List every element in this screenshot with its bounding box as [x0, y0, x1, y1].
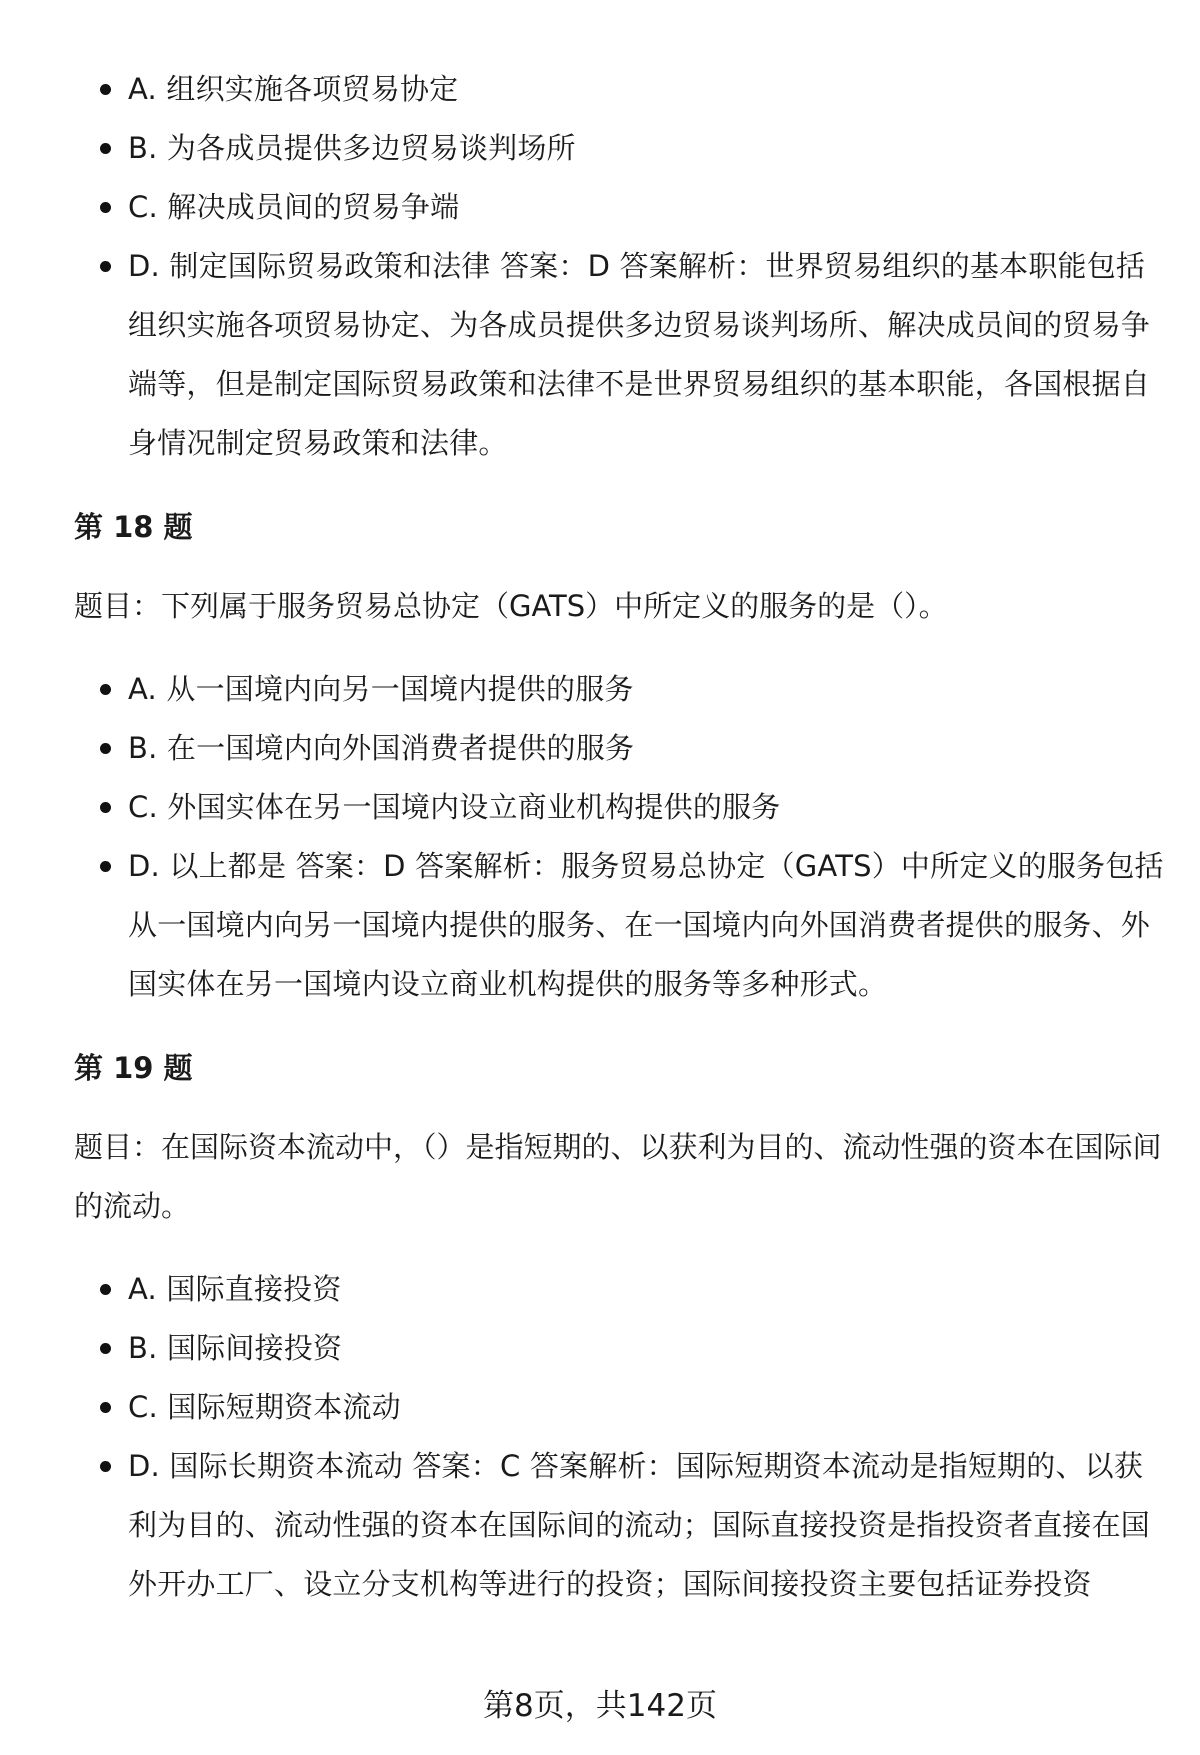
q17-option-d-answer: D. 制定国际贸易政策和法律 答案：D 答案解析：世界贸易组织的基本职能包括组织实施各项贸易协定、为各成员提供多边贸易谈判场所、解决成员间的贸易争端等，但是制定国际贸易政策和法律不是世界贸易组织的基本职能，各国根据自身情况制定贸易政策和法律。	[74, 237, 1164, 473]
page-number-footer: 第8页，共142页	[483, 1688, 717, 1724]
q19-stem: 题目：在国际资本流动中，（）是指短期的、以获利为目的、流动性强的资本在国际间的流动。	[74, 1130, 1162, 1223]
q19-options	[74, 1260, 1164, 1614]
q19-option-d-answer: D. 国际长期资本流动 答案：C 答案解析：国际短期资本流动是指短期的、以获利为目的、流动性强的资本在国际间的流动；国际直接投资是指投资者直接在国外开办工厂、设立分支机构等进行的投资；国际间接投资主要包括证券投资	[74, 1437, 1164, 1614]
document-page	[74, 60, 1164, 1614]
q17-option-a: A. 组织实施各项贸易协定	[74, 60, 1164, 119]
q18-option-c: C. 外国实体在另一国境内设立商业机构提供的服务	[74, 778, 1164, 837]
q17-option-c: C. 解决成员间的贸易争端	[74, 178, 1164, 237]
q18-options	[74, 660, 1164, 1014]
q18-stem: 题目：下列属于服务贸易总协定（GATS）中所定义的服务的是（）。	[74, 589, 948, 623]
q17-options	[74, 60, 1164, 473]
q19-option-b: B. 国际间接投资	[74, 1319, 1164, 1378]
q18-option-b: B. 在一国境内向外国消费者提供的服务	[74, 719, 1164, 778]
q18-option-d-answer: D. 以上都是 答案：D 答案解析：服务贸易总协定（GATS）中所定义的服务包括从一国境内向另一国境内提供的服务、在一国境内向外国消费者提供的服务、外国实体在另一国境内设立商业机构提供的服务等多种形式。	[74, 837, 1164, 1014]
q19-title: 第 19 题	[74, 1051, 193, 1085]
q19-option-a: A. 国际直接投资	[74, 1260, 1164, 1319]
q18-title: 第 18 题	[74, 510, 193, 544]
q18-option-a: A. 从一国境内向另一国境内提供的服务	[74, 660, 1164, 719]
q17-option-b: B. 为各成员提供多边贸易谈判场所	[74, 119, 1164, 178]
q19-option-c: C. 国际短期资本流动	[74, 1378, 1164, 1437]
